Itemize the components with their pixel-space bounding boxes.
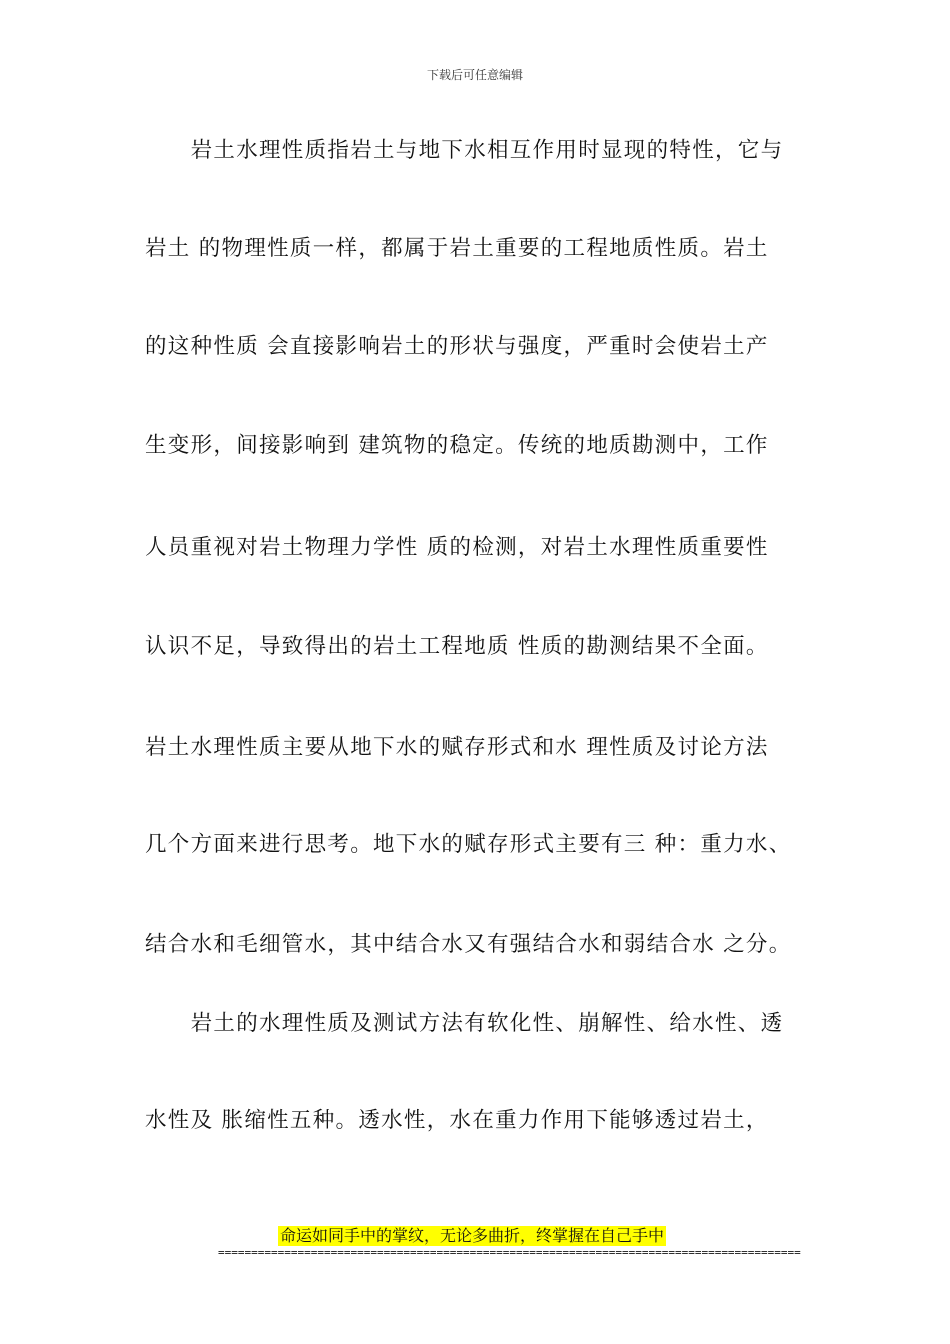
body-line-5: 人员重视对岩土物理力学性 质的检测，对岩土水理性质重要性 — [145, 535, 769, 560]
footer-divider: ======================================================================================== — [218, 1246, 801, 1259]
body-line-7: 岩土水理性质主要从地下水的赋存形式和水 理性质及讨论方法 — [145, 735, 769, 760]
body-line-2: 岩土 的物理性质一样，都属于岩土重要的工程地质性质。岩土 — [145, 236, 769, 261]
footer-motto: 命运如同手中的掌纹，无论多曲折，终掌握在自己手中 — [280, 1226, 665, 1245]
body-line-3: 的这种性质 会直接影响岩土的形状与强度，严重时会使岩土产 — [145, 334, 769, 359]
body-line-4: 生变形，间接影响到 建筑物的稳定。传统的地质勘测中，工作 — [145, 433, 769, 458]
body-line-10: 岩土的水理性质及测试方法有软化性、崩解性、给水性、透 — [145, 1011, 784, 1036]
body-line-1: 岩土水理性质指岩土与地下水相互作用时显现的特性，它与 — [145, 138, 784, 163]
body-line-8: 几个方面来进行思考。地下水的赋存形式主要有三 种：重力水、 — [145, 832, 792, 857]
body-line-9: 结合水和毛细管水，其中结合水又有强结合水和弱结合水 之分。 — [145, 932, 792, 957]
header-note: 下载后可任意编辑 — [426, 68, 523, 82]
body-line-11: 水性及 胀缩性五种。透水性，水在重力作用下能够透过岩土， — [145, 1108, 769, 1133]
body-line-6: 认识不足，导致得出的岩土工程地质 性质的勘测结果不全面。 — [145, 634, 769, 659]
